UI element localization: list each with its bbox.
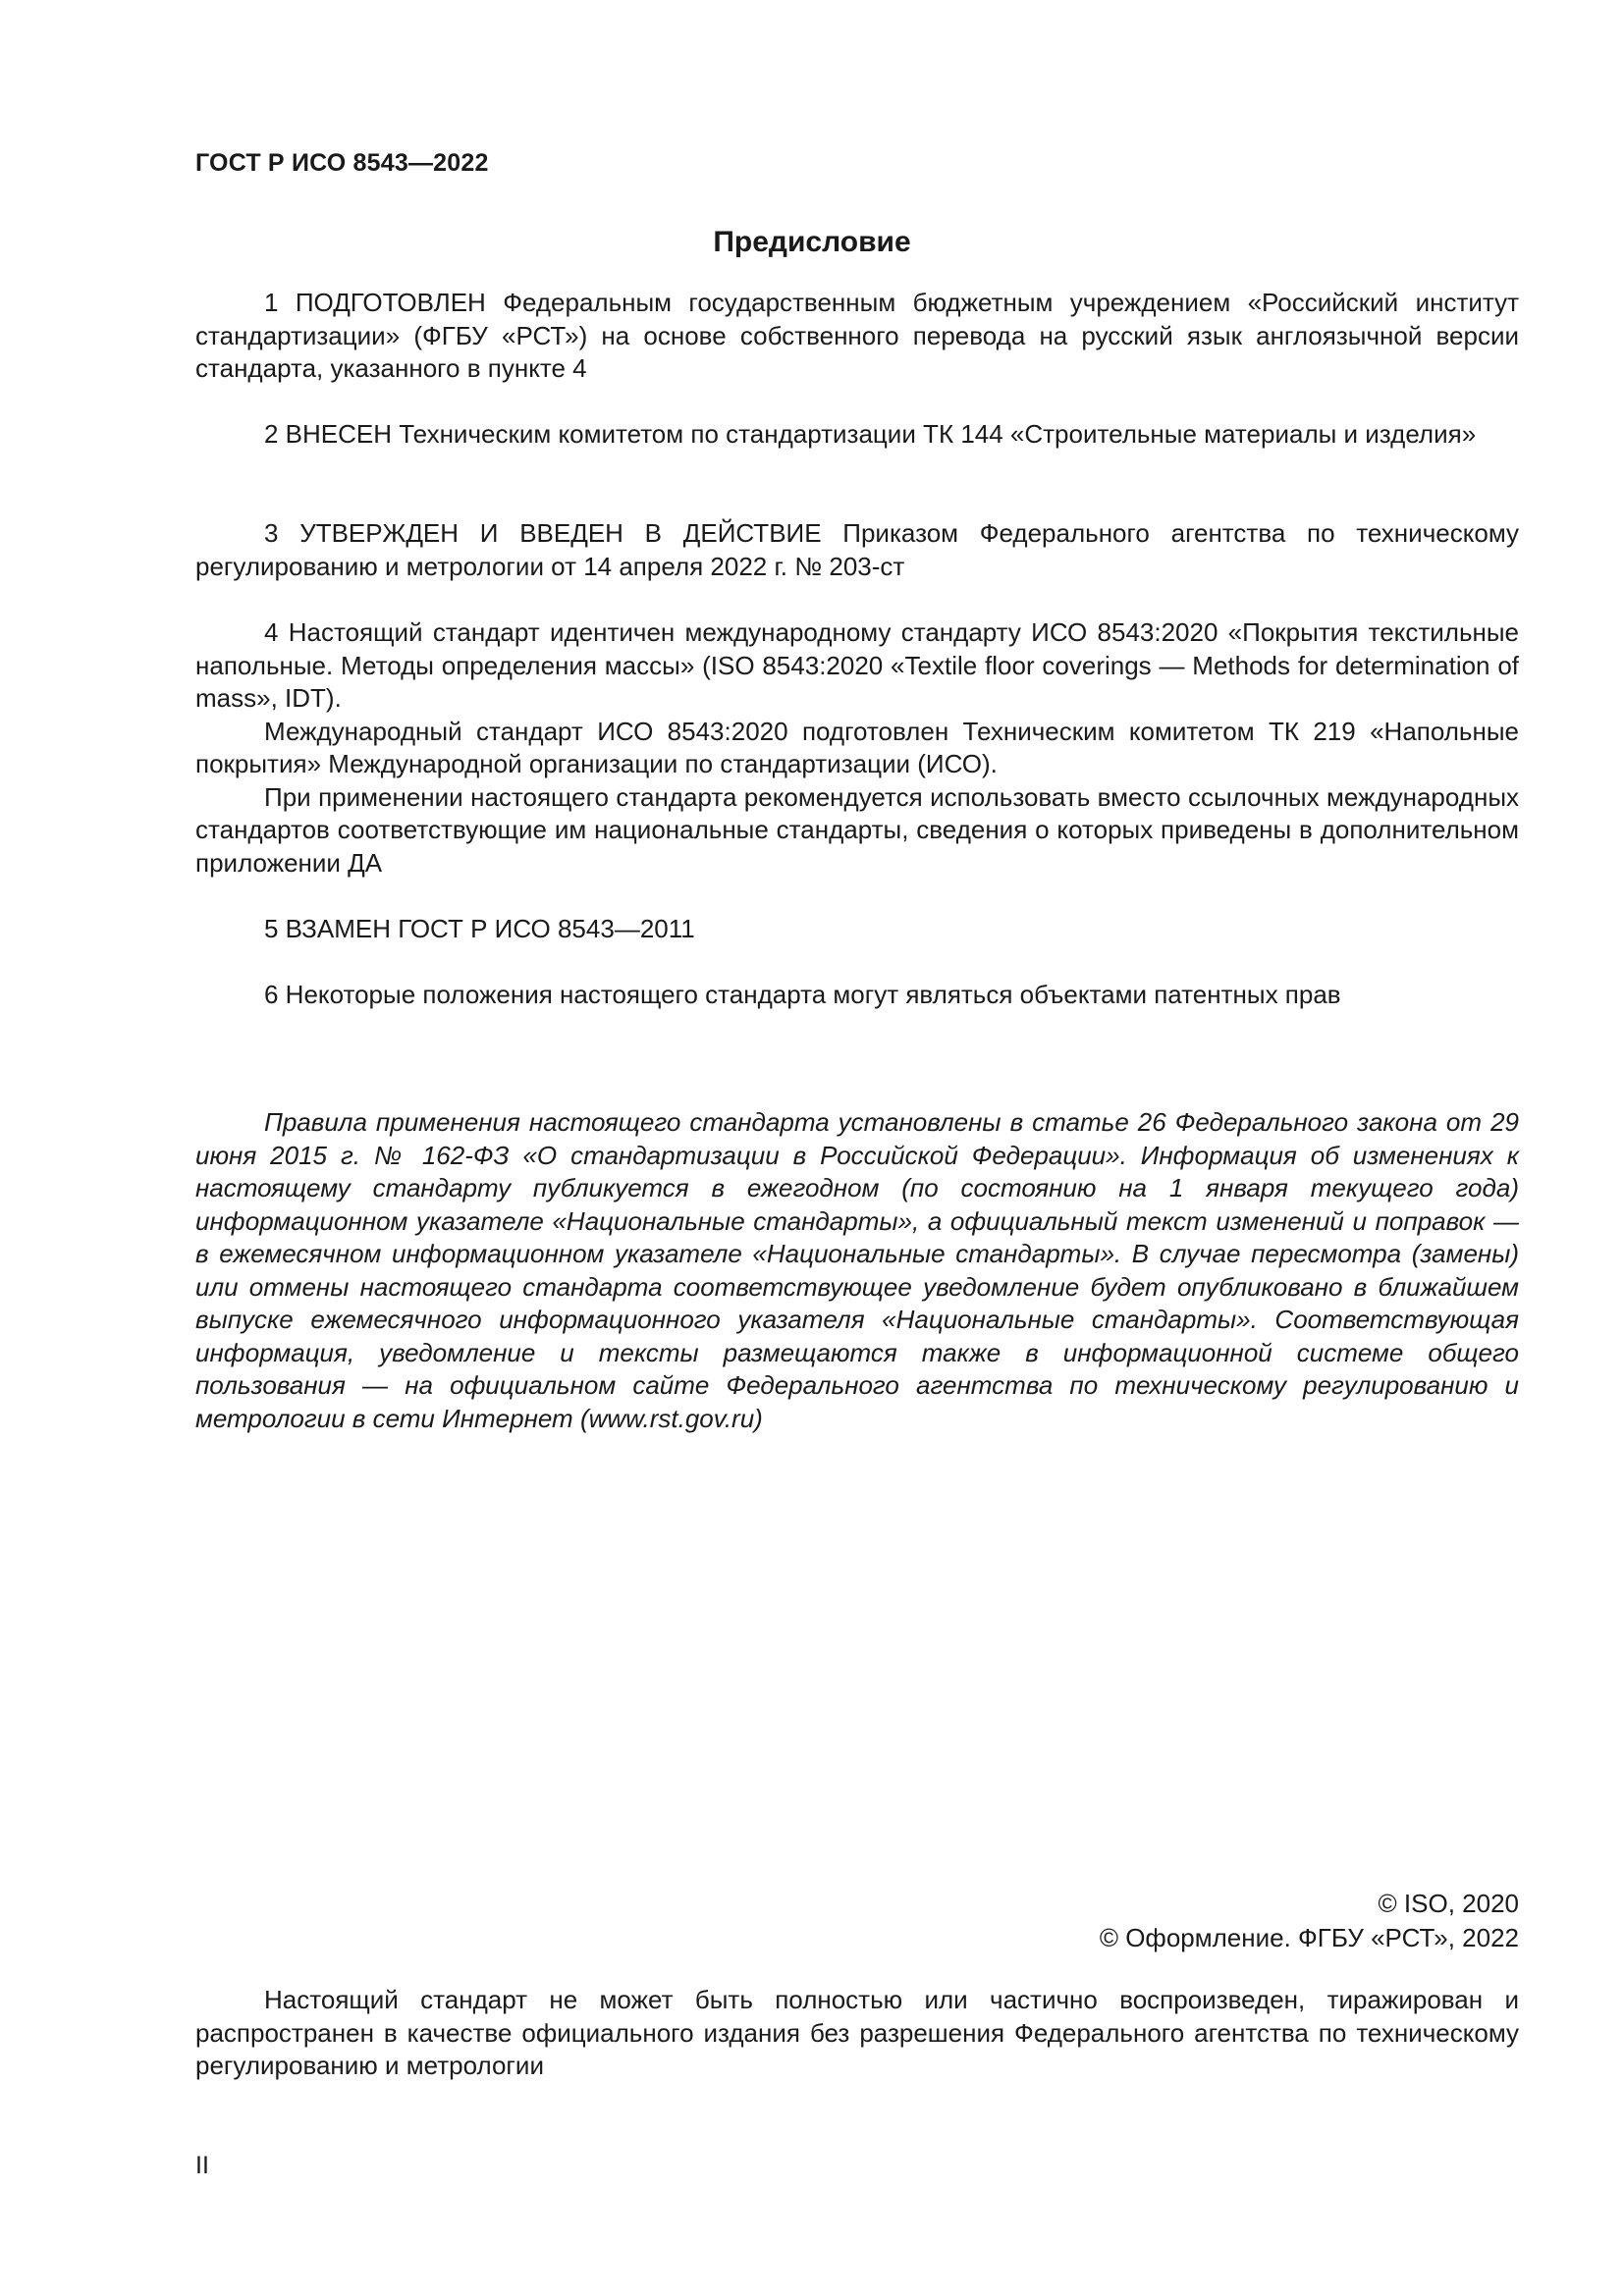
copyright-design: © Оформление. ФГБУ «РСТ», 2022: [1099, 1923, 1519, 1952]
paragraph-text: 2 ВНЕСЕН Техническим комитетом по стандартизации ТК 144 «Строительные материалы и изделия»: [264, 419, 1477, 449]
foreword-item-3: [195, 517, 1519, 583]
foreword-item-5: [195, 913, 1519, 946]
copyright-block: [1100, 1887, 1519, 1955]
rules-notice-text: Правила применения настоящего стандарта установлены в статье 26 Федерального закона от 29 июня 2015 г. № 162-ФЗ «О стандартизации в Российской Федерации». Информация об изменениях к настоящему стандарту публикуется в ежегодном (по состоянию на 1 января текущего года) информационном указателе «Национальные стандарты», а официальный текст изменений и поправок — в ежемесячном информационном указателе «Национальные стандарты». В случае пересмотра (замены) или отмены настоящего стандарта соответствующее уведомление будет опубликовано в ближайшем выпуске ежемесячного информационного указателя «Национальные стандарты». Соответствующая информация, уведомление и тексты размещаются также в информационной системе общего пользования — на официальном сайте Федерального агентства по техническому регулированию и метрологии в сети Интернет (www.rst.gov.ru): [195, 1107, 1519, 1433]
paragraph-text: 4 Настоящий стандарт идентичен международному стандарту ИСО 8543:2020 «Покрытия текстильные напольные. Методы определения массы» (ISO 8543:2020 «Textile floor coverings — Methods for determination of mass», IDT).: [195, 617, 1519, 713]
rules-notice: [195, 1106, 1519, 1435]
page-number: II: [195, 2152, 209, 2179]
copyright-iso: © ISO, 2020: [1378, 1889, 1519, 1918]
foreword-item-2: [195, 418, 1519, 452]
paragraph-text: При применении настоящего стандарта рекомендуется использовать вместо ссылочных международных стандартов соответствующие им национальные стандарты, сведения о которых приведены в дополнительном приложении ДА: [195, 781, 1519, 878]
paragraph-text: 6 Некоторые положения настоящего стандарта могут являться объектами патентных прав: [264, 980, 1341, 1009]
foreword-item-4: [195, 616, 1519, 880]
reproduction-notice-text: Настоящий стандарт не может быть полностью или частично воспроизведен, тиражирован и распространен в качестве официального издания без разрешения Федерального агентства по техническому регулированию и метрологии: [195, 1985, 1519, 2080]
foreword-item-1: [195, 287, 1519, 386]
reproduction-notice: [195, 1984, 1519, 2083]
page-title: Предисловие: [713, 226, 911, 258]
paragraph-text: 3 УТВЕРЖДЕН И ВВЕДЕН В ДЕЙСТВИЕ Приказом Федерального агентства по техническому регулированию и метрологии от 14 апреля 2022 г. № 203-ст: [195, 518, 1519, 581]
paragraph-text: Международный стандарт ИСО 8543:2020 подготовлен Техническим комитетом ТК 219 «Напольные покрытия» Международной организации по стандартизации (ИСО).: [195, 716, 1519, 778]
paragraph-text: 1 ПОДГОТОВЛЕН Федеральным государственным бюджетным учреждением «Российский институт стандартизации» (ФГБУ «РСТ») на основе собственного перевода на русский язык англоязычной версии стандарта, указанного в пункте 4: [195, 288, 1519, 383]
paragraph-text: 5 ВЗАМЕН ГОСТ Р ИСО 8543—2011: [264, 914, 695, 943]
foreword-item-6: [195, 979, 1519, 1012]
document-header: ГОСТ Р ИСО 8543—2022: [195, 149, 489, 177]
